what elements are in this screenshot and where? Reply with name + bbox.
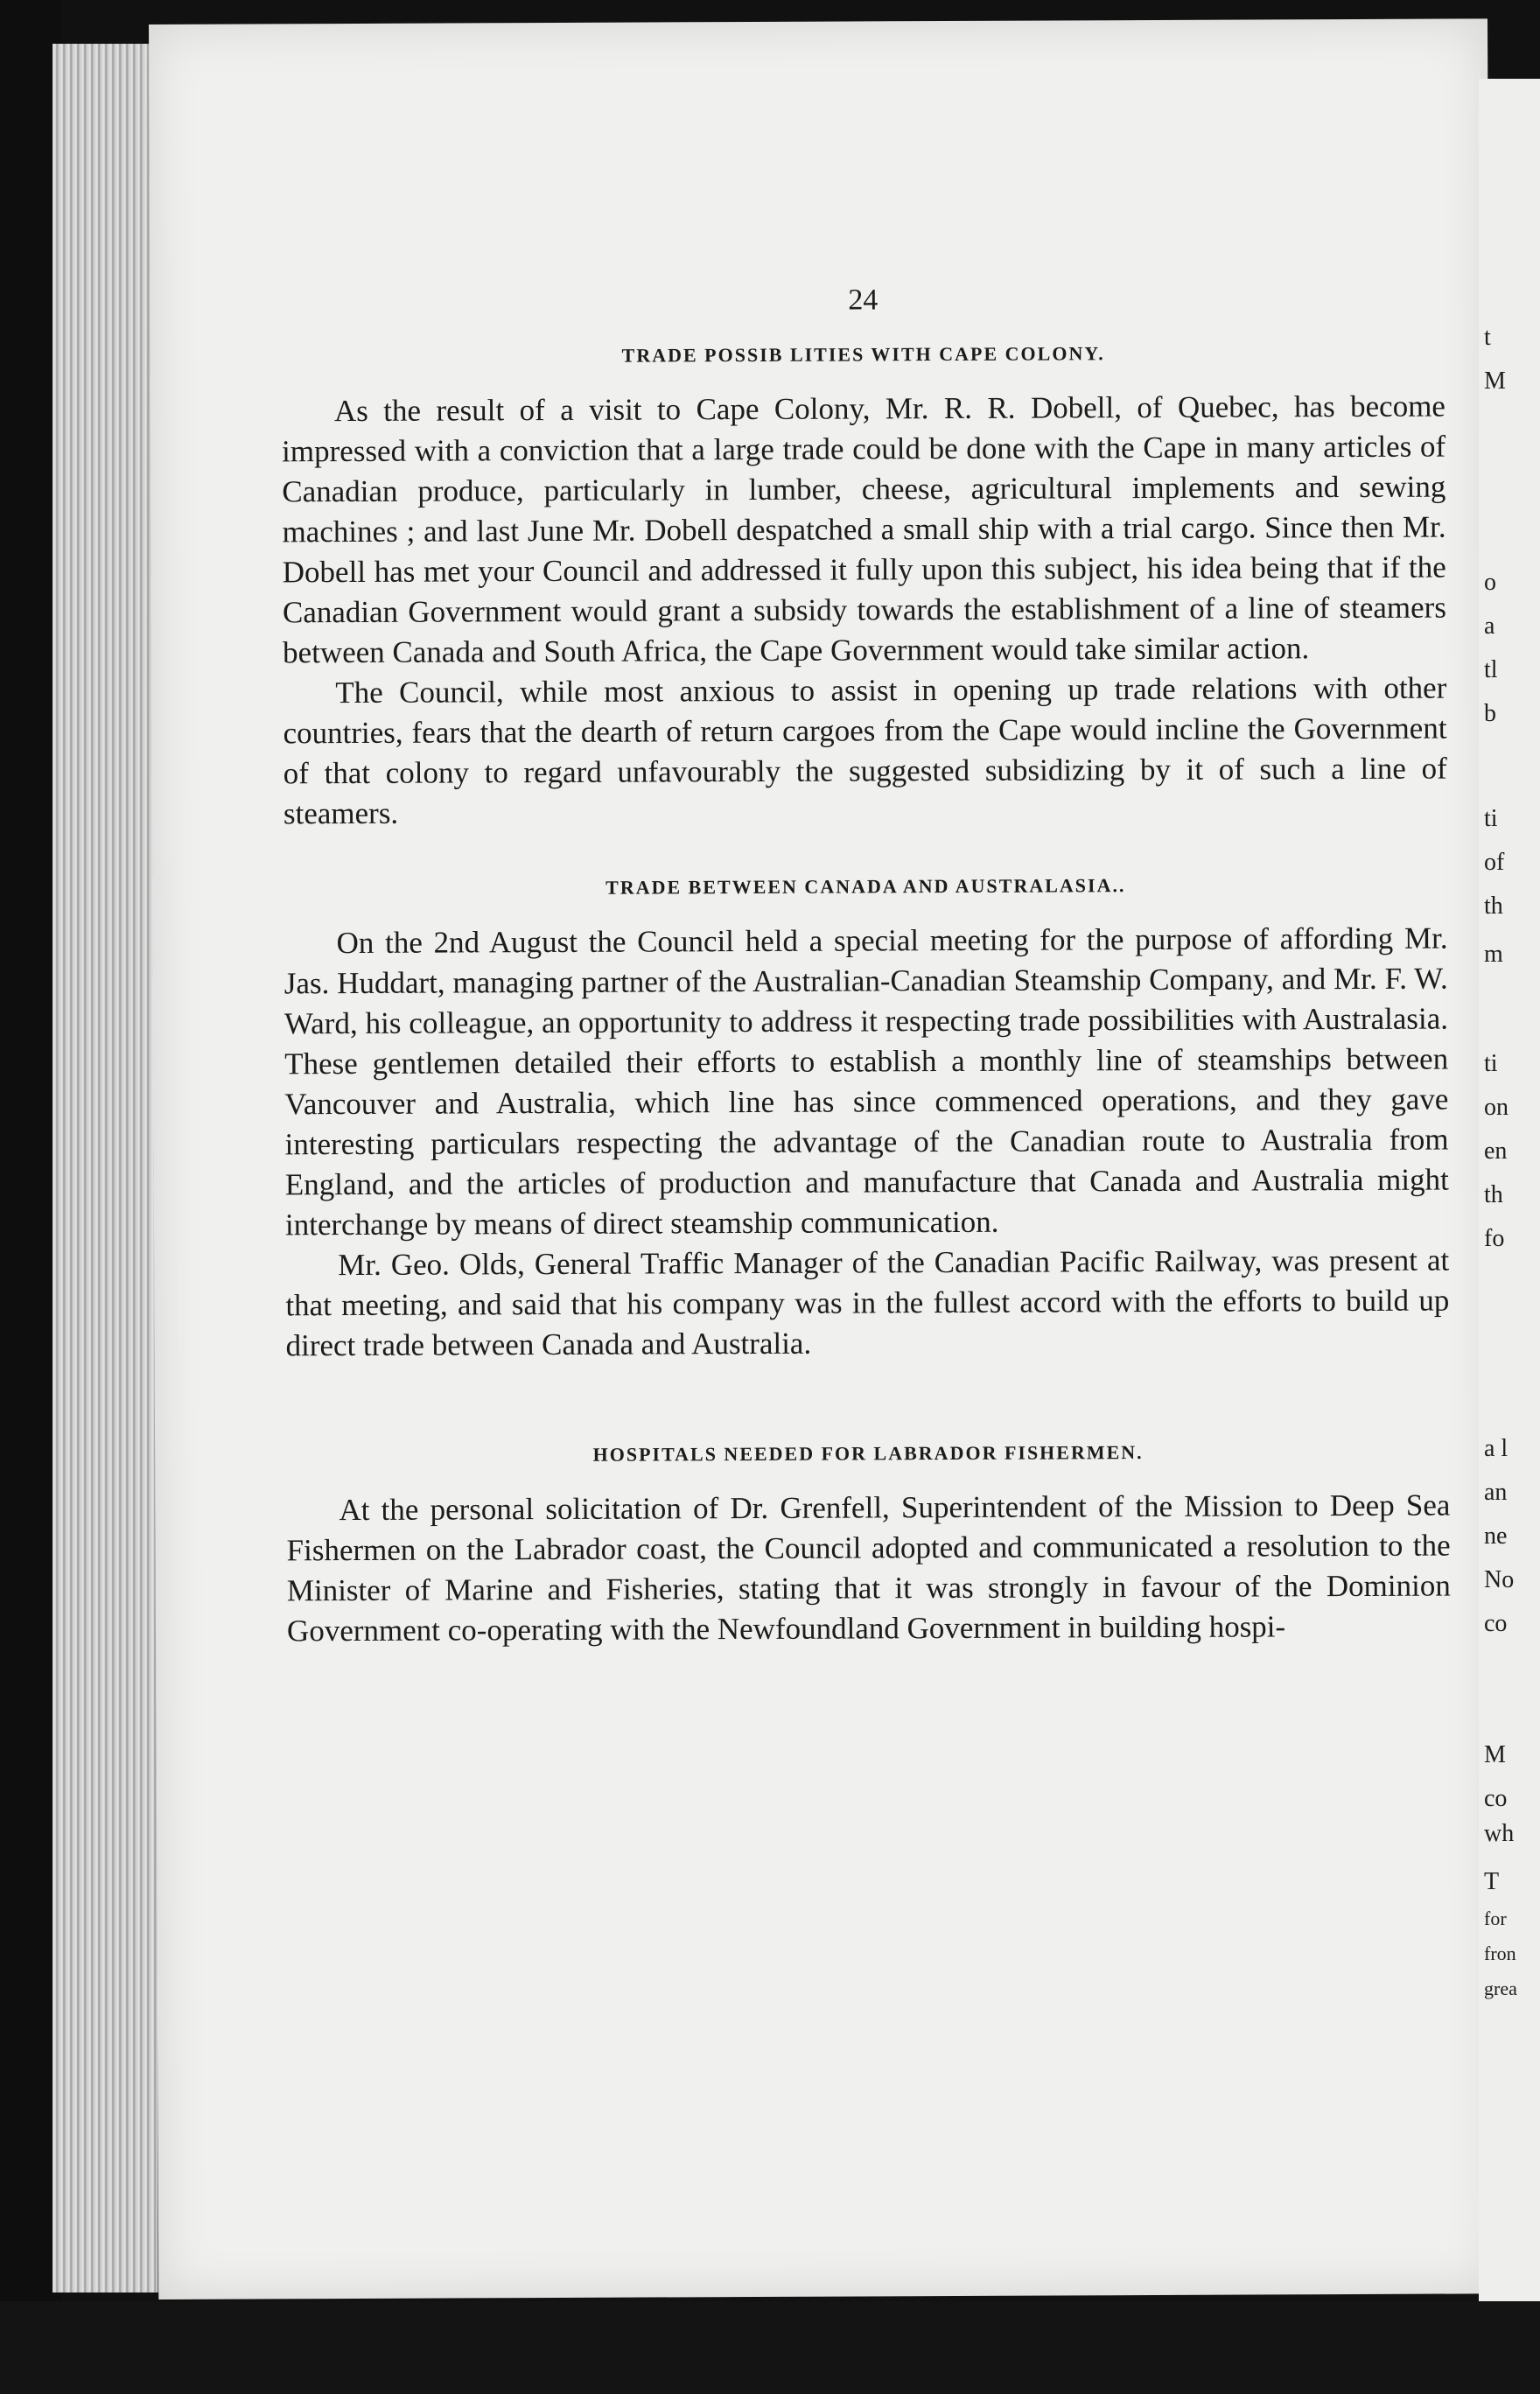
facing-page-fragment: co [1484,1785,1508,1812]
facing-page-fragment: No [1484,1566,1515,1593]
facing-page-fragment: t [1484,324,1491,351]
section-australasia [284,873,1449,1367]
paragraph: The Council, while most anxious to assist in opening up trade relations with other countries, fears that the dearth of return cargoes from the Cape would incline the Government of that colony to regard unfavourably the suggested subsidizing by it of such a line of steamers. [283,670,1447,831]
page-content [281,282,1451,1652]
facing-page-fragment: ne [1484,1522,1508,1550]
facing-page-fragment: for [1484,1908,1507,1929]
section-labrador-hospitals [286,1440,1451,1652]
section-heading: HOSPITALS NEEDED FOR LABRADOR FISHERMEN. [592,1441,1144,1466]
facing-page-fragment: a l [1484,1435,1508,1462]
facing-page-fragment: T [1484,1868,1500,1895]
facing-page-fragment: M [1484,368,1506,395]
facing-page-fragment: of [1484,849,1505,876]
facing-page-fragment: ti [1484,805,1498,832]
facing-page-fragment: wh [1484,1820,1515,1847]
facing-page-fragment: th [1484,892,1503,920]
facing-page-fragment: ti [1484,1050,1498,1077]
paragraph: On the 2nd August the Council held a special meeting for the purpose of affording Mr. Jas. Huddart, managing partner of the Australian-Canadian Steamship Company, and Mr. F. W. Ward, his colleague, an opportunity to address it respecting trade possibilities with Australasia. These gentlemen detailed their efforts to establish a monthly line of steamships between Vancouver and Australia, which line has since commenced operations, and they gave interesting particulars respecting the advantage of the Canadian route to Australia from England, and the articles of production and manufacture that Canada and Australia might interchange by means of direct steamship communication. [284,920,1449,1242]
paragraph: Mr. Geo. Olds, General Traffic Manager of the Canadian Pacific Railway, was present at that meeting, and said that his company was in the fullest accord with the efforts to build up direct trade between Canada and Australia. [285,1242,1450,1363]
facing-page-fragment: an [1484,1479,1508,1506]
section-heading: TRADE POSSIB LITIES WITH CAPE COLONY. [621,342,1105,367]
facing-page-edge [1479,79,1540,2371]
scan-background [0,2301,1540,2394]
facing-page-fragment: on [1484,1094,1508,1121]
facing-page-fragment: m [1484,941,1503,968]
section-heading: TRADE BETWEEN CANADA AND AUSTRALASIA.. [606,874,1126,899]
facing-page-fragment: fo [1484,1225,1505,1252]
facing-page-fragment: b [1484,700,1496,727]
facing-page-fragment: M [1484,1741,1506,1768]
facing-page-fragment: fron [1484,1942,1516,1964]
section-cape-colony [282,341,1447,835]
facing-page-fragment: en [1484,1138,1508,1165]
facing-page-fragment: co [1484,1610,1508,1637]
facing-page-fragment: o [1484,569,1496,596]
facing-page-fragment: th [1484,1181,1503,1208]
facing-page-fragment: a [1484,612,1495,640]
page-edges [52,44,161,2292]
paragraph: As the result of a visit to Cape Colony, Mr. R. R. Dobell, of Quebec, has become impressed with a conviction that a large trade could be done with the Cape in many articles of Canadian produce, particularly in lumber, cheese, agricultural implements and sewing machines ; and last June Mr. Dobell despatched a small ship with a trial cargo. Since then Mr. Dobell has met your Council and addressed it fully upon this subject, his idea being that if the Canadian Government would grant a subsidy towards the establishment of a line of steamers between Canada and South Africa, the Cape Government would take similar action. [282,388,1447,670]
facing-page-fragment: tl [1484,656,1498,683]
facing-page-fragment: grea [1484,1978,1517,1999]
page-number: 24 [848,284,878,317]
paragraph: At the personal solicitation of Dr. Grenfell, Superintendent of the Mission to Deep Sea Fishermen on the Labrador coast, the Council adopted and communicated a resolution to the Minister of Marine and Fisheries, stating that it was strongly in favour of the Dominion Government co-operating with the Newfoundland Government in building hospi- [286,1488,1451,1648]
